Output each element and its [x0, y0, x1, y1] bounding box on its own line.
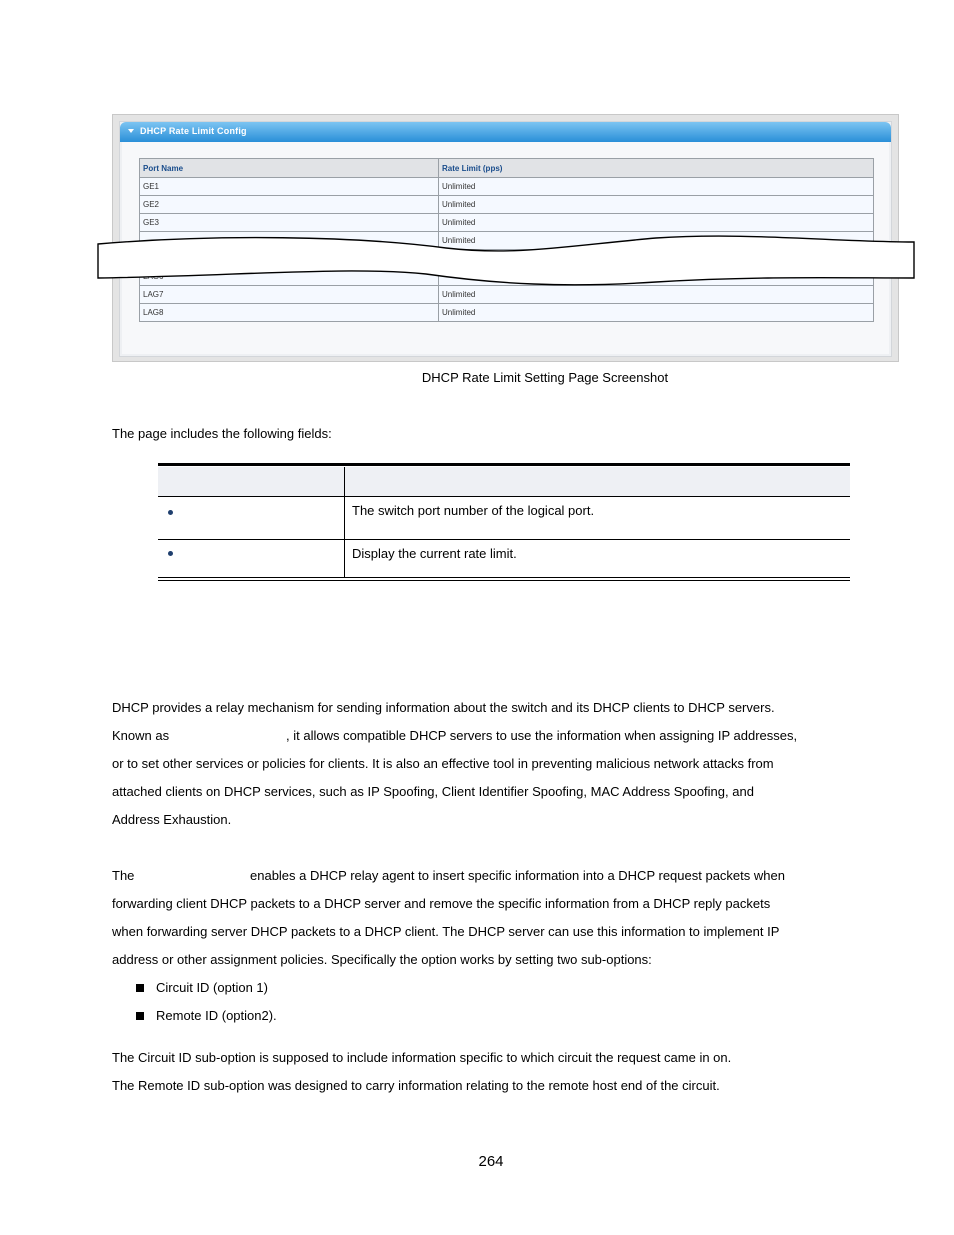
- table-row: [158, 539, 850, 561]
- fields-table-header: [158, 467, 850, 496]
- table-row: [140, 178, 874, 196]
- relay-line-1: DHCP provides a relay mechanism for sending information about the switch and its DHCP clients to DHCP servers.: [112, 700, 775, 715]
- option82-line-4: address or other assignment policies. Specifically the option works by setting two sub-options:: [112, 952, 652, 967]
- column-header-rate-limit: Rate Limit (pps): [439, 159, 874, 178]
- square-bullet-icon: [136, 984, 144, 992]
- panel-header[interactable]: [120, 122, 891, 142]
- suboption-remote-id: Remote ID (option2).: [156, 1008, 277, 1023]
- rate-cell: Unlimited: [439, 286, 874, 304]
- field-description: The switch port number of the logical port.: [352, 503, 595, 518]
- rate-cell: Unlimited: [439, 196, 874, 214]
- bullet-icon: [168, 551, 173, 556]
- relay-line-4: attached clients on DHCP services, such as IP Spoofing, Client Identifier Spoofing, MAC Address Spoofing, and: [112, 784, 754, 799]
- figure-caption: DHCP Rate Limit Setting Page Screenshot: [421, 370, 669, 385]
- panel-title: DHCP Rate Limit Config: [140, 126, 247, 136]
- port-cell: GE2: [140, 196, 439, 214]
- table-row: [140, 304, 874, 322]
- option82-line-3: when forwarding server DHCP packets to a DHCP client. The DHCP server can use this information to implement IP: [112, 924, 780, 939]
- page-number: 264: [478, 1153, 504, 1170]
- column-header-port-name: Port Name: [140, 159, 439, 178]
- table-row: [140, 214, 874, 232]
- option82-line-2: forwarding client DHCP packets to a DHCP server and remove the specific information from a DHCP reply packets: [112, 896, 771, 911]
- option82-the: The: [112, 868, 135, 883]
- rate-cell: Unlimited: [439, 214, 874, 232]
- relay-line-2: , it allows compatible DHCP servers to use the information when assigning IP addresses,: [286, 728, 798, 743]
- port-cell: GE3: [140, 214, 439, 232]
- relay-line-3: or to set other services or policies for clients. It is also an effective tool in preventing malicious network attacks from: [112, 756, 774, 771]
- table-row: [158, 496, 850, 518]
- intro-text: The page includes the following fields:: [112, 426, 332, 441]
- port-cell: GE1: [140, 178, 439, 196]
- table-row: [140, 286, 874, 304]
- field-description: Display the current rate limit.: [352, 546, 517, 561]
- relay-line-5: Address Exhaustion.: [112, 812, 232, 827]
- bullet-icon: [168, 510, 173, 515]
- rate-cell: Unlimited: [439, 304, 874, 322]
- closing-line-2: The Remote ID sub-option was designed to carry information relating to the remote host end of the circuit.: [112, 1078, 720, 1093]
- square-bullet-icon: [136, 1012, 144, 1020]
- collapse-caret-icon[interactable]: [128, 129, 134, 133]
- rate-cell: Unlimited: [439, 178, 874, 196]
- torn-break-overlay: [96, 232, 916, 288]
- port-cell: LAG7: [140, 286, 439, 304]
- port-cell: LAG8: [140, 304, 439, 322]
- rate-cell: Unlimited: [439, 232, 874, 250]
- suboption-circuit-id: Circuit ID (option 1): [156, 980, 268, 995]
- option82-line-1: enables a DHCP relay agent to insert specific information into a DHCP request packets when: [250, 868, 785, 883]
- table-row: [140, 196, 874, 214]
- closing-line-1: The Circuit ID sub-option is supposed to include information specific to which circuit the request came in on.: [112, 1050, 732, 1065]
- relay-known-as: Known as: [112, 728, 170, 743]
